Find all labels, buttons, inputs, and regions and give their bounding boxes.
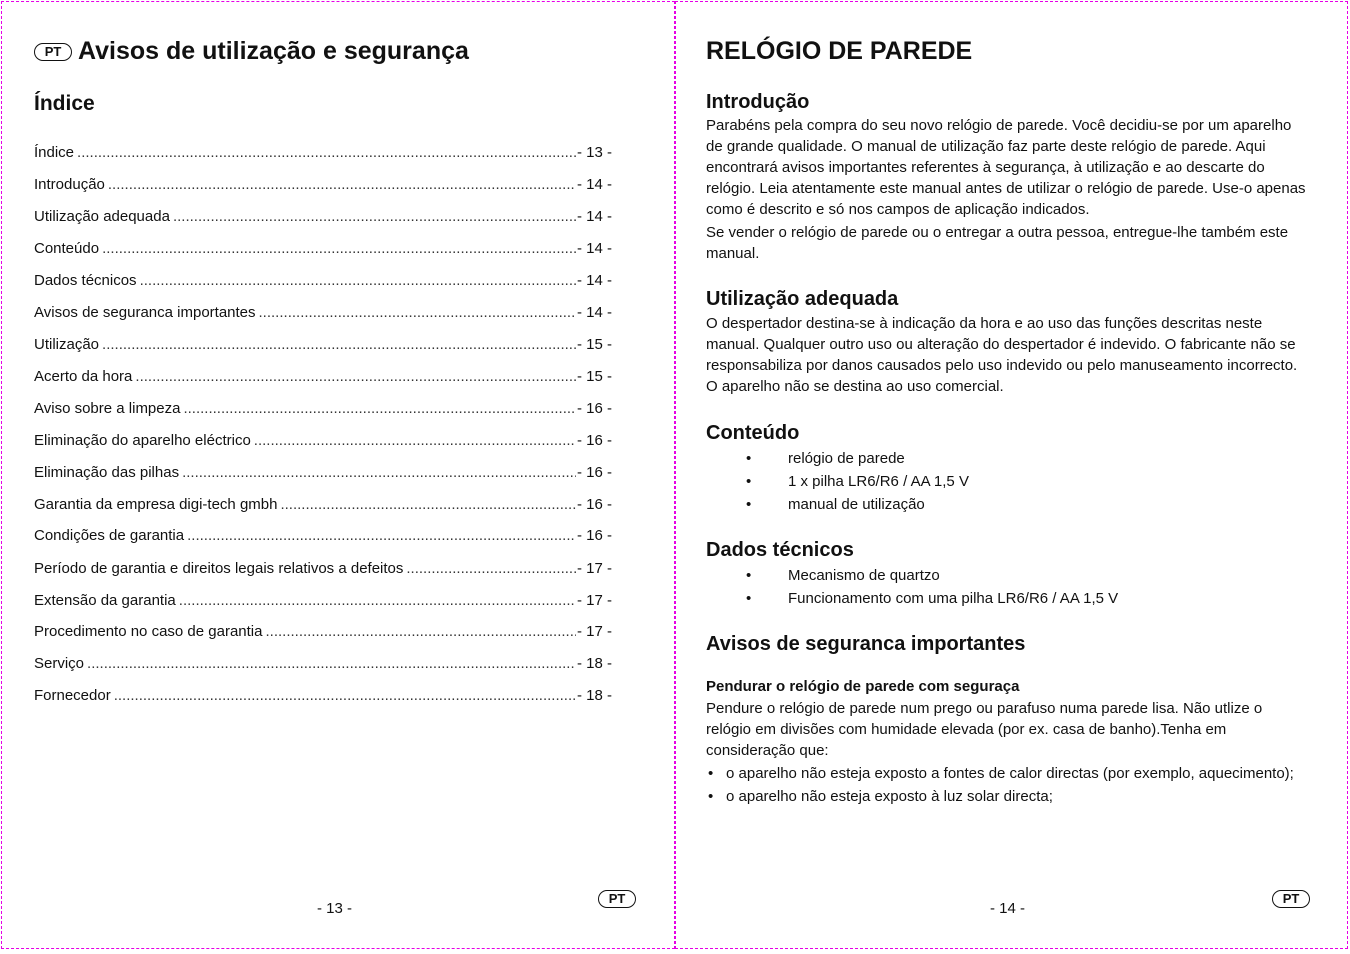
- toc-leader-dots: [265, 623, 576, 640]
- section-text-introducao: Parabéns pela compra do seu novo relógio de parede. Você decidiu-se por um aparelho de grande qualidade. O manual de utilização faz parte deste relógio de parede. Aqui encontrará avisos importantes referentes à segurança, à utilização e ao descarte do relógio. Leia atentamente este manual antes de utilizar o relógio de parede. Use-o apenas como é descrito e só nos campos de aplicação indicados.: [706, 117, 1306, 218]
- section-text-avisos: Pendure o relógio de parede num prego ou parafuso numa parede lisa. Não utlize o relógio em divisões com humidade elevada (por ex. casa de banho).Tenha em consideração que:: [706, 700, 1263, 759]
- section-heading-conteudo: Conteúdo: [706, 422, 800, 444]
- toc-entry: [34, 235, 612, 257]
- toc-leader-dots: [102, 336, 576, 353]
- toc-entry: [34, 650, 612, 672]
- toc-entry-title: Extensão da garantia: [34, 592, 176, 609]
- toc-entry-page: - 15 -: [576, 368, 612, 385]
- list-item: • relógio de parede: [706, 447, 969, 470]
- toc-entry-title: Índice: [34, 144, 75, 161]
- language-badge: PT: [598, 890, 636, 908]
- section-heading-utilizacao: Utilização adequada: [706, 288, 899, 310]
- toc-entry-page: - 14 -: [576, 240, 612, 257]
- list-item: • o aparelho não esteja exposto à luz solar directa;: [706, 786, 1306, 808]
- toc-entry-title: Eliminação das pilhas: [34, 464, 180, 481]
- toc-entry-title: Fornecedor: [34, 687, 111, 704]
- toc-leader-dots: [406, 560, 576, 577]
- page-number: - 14 -: [990, 900, 1026, 917]
- toc-heading: Índice: [34, 92, 95, 115]
- language-badge: PT: [1272, 890, 1310, 908]
- left-page: [1, 1, 675, 949]
- list-item: • 1 x pilha LR6/R6 / AA 1,5 V: [706, 470, 969, 493]
- subsection-heading: Pendurar o relógio de parede com seguraça: [706, 678, 1020, 695]
- toc-entry-title: Conteúdo: [34, 240, 100, 257]
- toc-entry-page: - 14 -: [576, 272, 612, 289]
- toc-entry-page: - 16 -: [576, 432, 612, 449]
- section-heading-introducao: Introdução: [706, 91, 810, 113]
- language-badge: PT: [34, 43, 72, 61]
- list-item: • o aparelho não esteja exposto a fontes de calor directas (por exemplo, aquecimento);: [706, 763, 1306, 785]
- section-heading-avisos: Avisos de seguranca importantes: [706, 633, 1026, 655]
- toc-entry-page: - 14 -: [576, 304, 612, 321]
- technical-data-list: [706, 564, 1118, 610]
- toc-entry: [34, 491, 612, 513]
- toc-entry-title: Acerto da hora: [34, 368, 133, 385]
- toc-entry: [34, 522, 612, 544]
- toc-entry-page: - 16 -: [576, 496, 612, 513]
- toc-entry: [34, 459, 612, 481]
- toc-entry: [34, 139, 612, 161]
- toc-entry-title: Serviço: [34, 655, 85, 672]
- toc-leader-dots: [254, 432, 576, 449]
- toc-entry-page: - 18 -: [576, 687, 612, 704]
- toc-leader-dots: [114, 687, 576, 704]
- list-item: • Mecanismo de quartzo: [706, 564, 1118, 587]
- toc-entry: [34, 682, 612, 704]
- toc-entry-page: - 14 -: [576, 176, 612, 193]
- toc-leader-dots: [135, 368, 576, 385]
- section-heading-dados: Dados técnicos: [706, 539, 854, 561]
- toc-entry-title: Eliminação do aparelho eléctrico: [34, 432, 251, 449]
- toc-leader-dots: [182, 464, 576, 481]
- page-title-text: Avisos de utilização e segurança: [78, 37, 469, 65]
- toc-entry: [34, 171, 612, 193]
- safety-list: [706, 763, 1306, 809]
- toc-entry: [34, 299, 612, 321]
- toc-entry-page: - 17 -: [576, 592, 612, 609]
- toc-entry-title: Introdução: [34, 176, 105, 193]
- toc-entry-page: - 16 -: [576, 400, 612, 417]
- toc-entry: [34, 267, 612, 289]
- toc-entry-title: Dados técnicos: [34, 272, 137, 289]
- page-title: RELÓGIO DE PAREDE: [706, 37, 973, 65]
- toc-entry: [34, 395, 612, 417]
- toc-entry-page: - 15 -: [576, 336, 612, 353]
- toc-leader-dots: [108, 176, 576, 193]
- toc-leader-dots: [140, 272, 576, 289]
- toc-entry-title: Período de garantia e direitos legais relativos a defeitos: [34, 560, 404, 577]
- list-item: • Funcionamento com uma pilha LR6/R6 / AA 1,5 V: [706, 587, 1118, 610]
- toc-leader-dots: [183, 400, 576, 417]
- page-title: [34, 36, 469, 66]
- toc-leader-dots: [187, 527, 576, 544]
- toc-leader-dots: [173, 208, 576, 225]
- toc-leader-dots: [87, 655, 576, 672]
- toc-leader-dots: [102, 240, 576, 257]
- toc-entry: [34, 587, 612, 609]
- toc-entry-page: - 16 -: [576, 464, 612, 481]
- toc-entry: [34, 203, 612, 225]
- toc-entry-page: - 18 -: [576, 655, 612, 672]
- toc-entry-page: - 17 -: [576, 623, 612, 640]
- toc-leader-dots: [280, 496, 576, 513]
- toc-entry-title: Garantia da empresa digi-tech gmbh: [34, 496, 278, 513]
- toc-entry-page: - 13 -: [576, 144, 612, 161]
- section-text-introducao-2: Se vender o relógio de parede ou o entregar a outra pessoa, entregue-lhe também este manual.: [706, 224, 1289, 262]
- toc-entry-page: - 14 -: [576, 208, 612, 225]
- toc-entry: [34, 618, 612, 640]
- right-page: [675, 1, 1348, 949]
- toc-entry-title: Aviso sobre a limpeza: [34, 400, 181, 417]
- toc-entry-title: Utilização: [34, 336, 100, 353]
- toc-entry-title: Avisos de seguranca importantes: [34, 304, 256, 321]
- toc-entry-title: Utilização adequada: [34, 208, 170, 225]
- toc-entry-title: Condições de garantia: [34, 527, 185, 544]
- toc-leader-dots: [259, 304, 576, 321]
- contents-list: [706, 447, 969, 516]
- toc-entry: [34, 427, 612, 449]
- toc-entry: [34, 555, 612, 577]
- toc-entry: [34, 363, 612, 385]
- toc-entry-page: - 16 -: [576, 527, 612, 544]
- toc-entry: [34, 331, 612, 353]
- list-item: • manual de utilização: [706, 493, 969, 516]
- toc-leader-dots: [179, 592, 576, 609]
- toc-entry-page: - 17 -: [576, 560, 612, 577]
- page-number: - 13 -: [317, 900, 353, 917]
- toc-leader-dots: [77, 144, 576, 161]
- section-text-utilizacao: O despertador destina-se à indicação da hora e ao uso das funções descritas neste manual. Qualquer outro uso ou alteração do despertador é indevido. O fabricante não se responsabiliza por danos causados pelo uso indevido ou pelo manuseamento incorrecto. O aparelho não se destina ao uso comercial.: [706, 315, 1298, 395]
- toc-entry-title: Procedimento no caso de garantia: [34, 623, 263, 640]
